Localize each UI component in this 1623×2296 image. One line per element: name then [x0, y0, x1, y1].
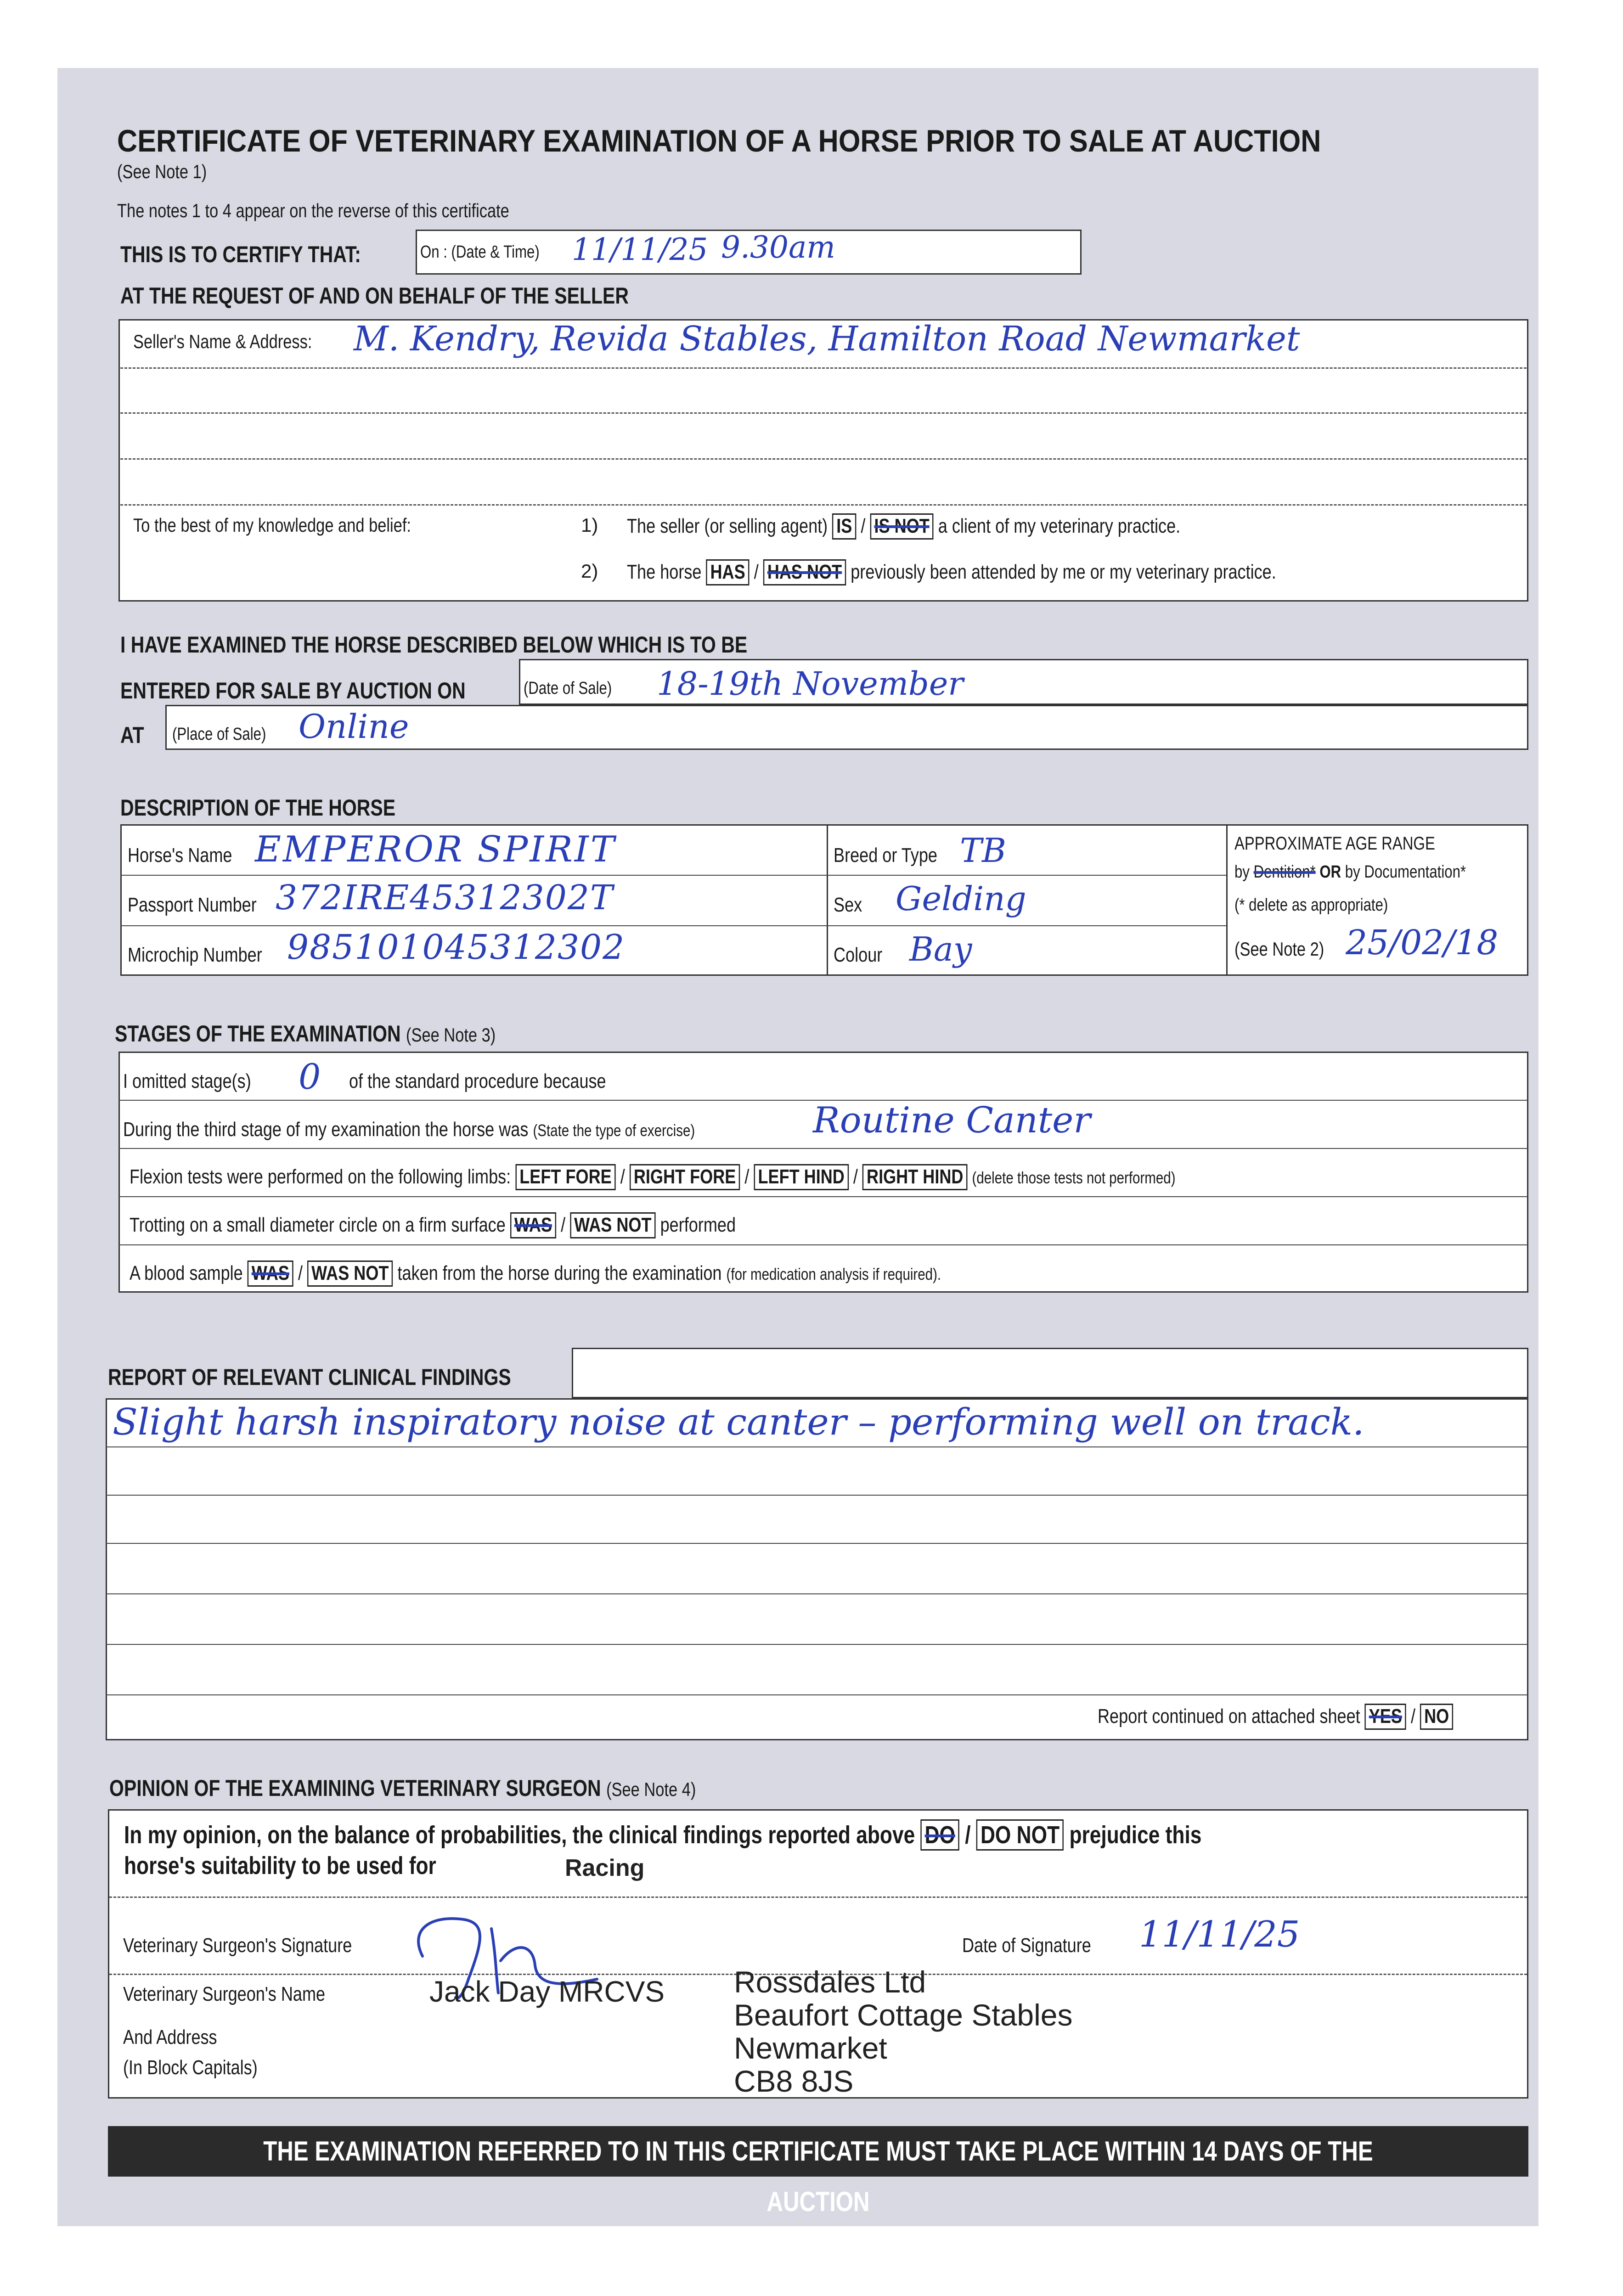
- third-stage-line: [123, 1118, 695, 1141]
- seller-is-option[interactable]: IS: [832, 513, 856, 540]
- omitted-pre: I omitted stage(s): [123, 1070, 251, 1092]
- trot-sep: /: [561, 1214, 566, 1236]
- microchip-value[interactable]: 985101045312302: [287, 928, 626, 967]
- seller-line-1: [120, 367, 1527, 369]
- stages-row-line-2: [118, 1148, 1528, 1149]
- sale-place-label: (Place of Sale): [172, 725, 266, 744]
- third-stage-note: (State the type of exercise): [533, 1121, 695, 1140]
- report-findings-box[interactable]: [106, 1398, 1528, 1740]
- trot-was-option[interactable]: WAS: [510, 1212, 556, 1238]
- stages-row-line-4: [118, 1244, 1528, 1245]
- report-heading: REPORT OF RELEVANT CLINICAL FINDINGS: [108, 1364, 511, 1390]
- horse-name-label: Horse's Name: [128, 844, 232, 867]
- continued-yes-option[interactable]: YES: [1365, 1704, 1406, 1730]
- report-line-5: [106, 1644, 1528, 1645]
- opinion-line2-pre: horse's suitability to be used for: [124, 1852, 436, 1880]
- blood-was-not-option[interactable]: WAS NOT: [307, 1261, 393, 1287]
- address-line-1: Rossdales Ltd: [734, 1965, 926, 1999]
- opinion-heading-line: [109, 1775, 696, 1801]
- continued-sep: /: [1410, 1705, 1416, 1728]
- report-line-3: [106, 1543, 1528, 1544]
- description-heading: DESCRIPTION OF THE HORSE: [120, 795, 396, 821]
- report-line-6: [106, 1694, 1528, 1695]
- flexion-line: [130, 1164, 1176, 1190]
- flexion-sep-3: /: [853, 1165, 858, 1188]
- opinion-line1-pre: In my opinion, on the balance of probabilities, the clinical findings reported above: [124, 1821, 915, 1849]
- blood-post: taken from the horse during the examination: [397, 1262, 722, 1284]
- exam-time-value: 9.30am: [721, 230, 835, 265]
- item2-pre: The horse: [627, 561, 702, 583]
- seller-line-2: [120, 412, 1527, 414]
- report-line-2: [106, 1495, 1528, 1496]
- seller-name-label: Seller's Name & Address:: [133, 331, 312, 352]
- passport-value[interactable]: 372IRE45312302T: [276, 878, 614, 917]
- opinion-sep: /: [965, 1821, 971, 1849]
- address-label-2: (In Block Capitals): [123, 2056, 258, 2079]
- sale-date-value: 18-19th November: [657, 665, 964, 703]
- at-label: AT: [120, 722, 144, 748]
- report-continued-label: Report continued on attached sheet: [1098, 1705, 1360, 1728]
- item1-sep: /: [861, 515, 866, 537]
- age-by: by: [1234, 862, 1250, 882]
- age-delete-note: (* delete as appropriate): [1234, 895, 1388, 915]
- breed-value[interactable]: TB: [960, 831, 1006, 870]
- horse-name-value[interactable]: EMPEROR SPIRIT: [255, 829, 616, 870]
- age-or: OR: [1319, 862, 1341, 882]
- certificate-title: CERTIFICATE OF VETERINARY EXAMINATION OF A HORSE PRIOR TO SALE AT AUCTION: [117, 124, 1321, 158]
- item2-line: [627, 559, 1276, 585]
- sex-value[interactable]: Gelding: [896, 879, 1026, 918]
- surgeon-address[interactable]: [734, 1965, 1072, 2098]
- opinion-heading-note: (See Note 4): [606, 1778, 696, 1800]
- request-label: AT THE REQUEST OF AND ON BEHALF OF THE SELLER: [120, 283, 629, 309]
- blood-sep: /: [298, 1262, 303, 1284]
- blood-was-option[interactable]: WAS: [248, 1261, 293, 1287]
- date-signature-value[interactable]: 11/11/25: [1139, 1914, 1300, 1955]
- item2-number: 2): [581, 560, 598, 582]
- opinion-do-not-option[interactable]: DO NOT: [976, 1819, 1064, 1851]
- trot-line: [130, 1212, 736, 1238]
- address-line-2: Beaufort Cottage Stables: [734, 1998, 1073, 2032]
- colour-value[interactable]: Bay: [909, 930, 972, 968]
- opinion-line-1: [109, 1896, 1527, 1898]
- title-see-note: (See Note 1): [117, 161, 207, 182]
- horse-has-not-option[interactable]: HAS NOT: [763, 559, 846, 585]
- item1-pre: The seller (or selling agent): [627, 515, 828, 537]
- trot-was-not-option[interactable]: WAS NOT: [570, 1212, 655, 1238]
- continued-no-option[interactable]: NO: [1420, 1704, 1453, 1730]
- seller-line-4: [120, 504, 1527, 506]
- opinion-line1-post: prejudice this: [1069, 1821, 1202, 1849]
- breed-label: Breed or Type: [834, 844, 937, 867]
- report-line-1: [106, 1446, 1528, 1447]
- surgeon-name-label: Veterinary Surgeon's Name: [123, 1983, 326, 2005]
- seller-name-value[interactable]: M. Kendry, Revida Stables, Hamilton Road Newmarket: [354, 319, 1300, 359]
- microchip-label: Microchip Number: [128, 944, 262, 966]
- flexion-sep-2: /: [744, 1165, 750, 1188]
- opinion-do-option[interactable]: DO: [921, 1819, 959, 1851]
- surgeon-name-value[interactable]: Jack Day MRCVS: [429, 1975, 665, 2008]
- report-line-4: [106, 1593, 1528, 1594]
- item2-post: previously been attended by me or my veterinary practice.: [851, 561, 1276, 583]
- description-row-line-1: [120, 875, 1226, 876]
- blood-note: (for medication analysis if required).: [726, 1265, 941, 1283]
- seller-is-not-option[interactable]: IS NOT: [870, 513, 933, 540]
- third-stage-value[interactable]: Routine Canter: [813, 1100, 1091, 1141]
- flexion-left-fore[interactable]: LEFT FORE: [515, 1164, 615, 1190]
- description-row-line-2: [120, 925, 1226, 926]
- age-value[interactable]: 25/02/18: [1346, 923, 1499, 962]
- signature-label: Veterinary Surgeon's Signature: [123, 1934, 352, 1957]
- horse-has-option[interactable]: HAS: [706, 559, 749, 585]
- date-time-label: On : (Date & Time): [420, 242, 540, 262]
- item2-sep: /: [754, 561, 759, 583]
- knowledge-label: To the best of my knowledge and belief:: [133, 514, 411, 536]
- address-label: And Address: [123, 2026, 217, 2048]
- report-heading-box: [572, 1348, 1528, 1398]
- age-documentation-option[interactable]: by Documentation*: [1345, 862, 1466, 882]
- stages-heading-line: [115, 1020, 496, 1047]
- flexion-note: (delete those tests not performed): [972, 1168, 1176, 1187]
- trot-post: performed: [660, 1214, 736, 1236]
- notes-line: The notes 1 to 4 appear on the reverse of this certificate: [117, 200, 509, 221]
- description-divider-2: [1226, 824, 1228, 976]
- entered-label: ENTERED FOR SALE BY AUCTION ON: [120, 678, 466, 703]
- trot-pre: Trotting on a small diameter circle on a firm surface: [130, 1214, 506, 1236]
- item1-post: a client of my veterinary practice.: [938, 515, 1181, 537]
- opinion-heading: OPINION OF THE EXAMINING VETERINARY SURGEON: [109, 1775, 601, 1801]
- item1-line: [627, 513, 1180, 540]
- stages-heading: STAGES OF THE EXAMINATION: [115, 1021, 401, 1047]
- age-dentition-option[interactable]: Dentition*: [1253, 862, 1316, 882]
- description-divider-1: [827, 824, 828, 976]
- clinical-finding-text: Slight harsh inspiratory noise at canter – performing well on track.: [113, 1401, 1364, 1443]
- opinion-line1: [124, 1819, 1201, 1851]
- banner-text: THE EXAMINATION REFERRED TO IN THIS CERTIFICATE MUST TAKE PLACE WITHIN 14 DAYS OF THE AUCTION: [263, 2136, 1373, 2217]
- omitted-value[interactable]: 0: [299, 1056, 321, 1097]
- address-line-3: Newmarket: [734, 2031, 887, 2065]
- sale-place-value: Online: [299, 707, 409, 746]
- flexion-right-hind[interactable]: RIGHT HIND: [862, 1164, 967, 1190]
- auction-timing-banner: [108, 2126, 1528, 2217]
- sale-date-label: (Date of Sale): [524, 679, 612, 698]
- omitted-post: of the standard procedure because: [349, 1070, 606, 1092]
- third-stage-pre: During the third stage of my examination the horse was: [123, 1118, 529, 1141]
- stages-row-line-3: [118, 1196, 1528, 1197]
- passport-label: Passport Number: [128, 894, 257, 916]
- certify-label: THIS IS TO CERTIFY THAT:: [120, 242, 361, 267]
- address-line-4: CB8 8JS: [734, 2064, 854, 2098]
- flexion-right-fore[interactable]: RIGHT FORE: [630, 1164, 740, 1190]
- age-method-line: [1234, 862, 1466, 882]
- examined-label: I HAVE EXAMINED THE HORSE DESCRIBED BELOW WHICH IS TO BE: [120, 632, 748, 658]
- report-continued-line: [1098, 1704, 1453, 1730]
- item1-number: 1): [581, 514, 598, 536]
- intended-use-value[interactable]: Racing: [565, 1855, 645, 1881]
- blood-line: [130, 1261, 941, 1287]
- sex-label: Sex: [834, 894, 862, 916]
- flexion-left-hind[interactable]: LEFT HIND: [754, 1164, 848, 1190]
- flexion-pre: Flexion tests were performed on the following limbs:: [130, 1165, 511, 1188]
- exam-date-value: 11/11/25: [572, 232, 708, 267]
- blood-pre: A blood sample: [130, 1262, 243, 1284]
- age-see-note: (See Note 2): [1234, 938, 1324, 960]
- colour-label: Colour: [834, 944, 883, 966]
- stages-heading-note: (See Note 3): [406, 1024, 496, 1046]
- date-signature-label: Date of Signature: [962, 1934, 1091, 1957]
- seller-line-3: [120, 458, 1527, 460]
- flexion-sep-1: /: [620, 1165, 625, 1188]
- age-heading: APPROXIMATE AGE RANGE: [1234, 833, 1435, 854]
